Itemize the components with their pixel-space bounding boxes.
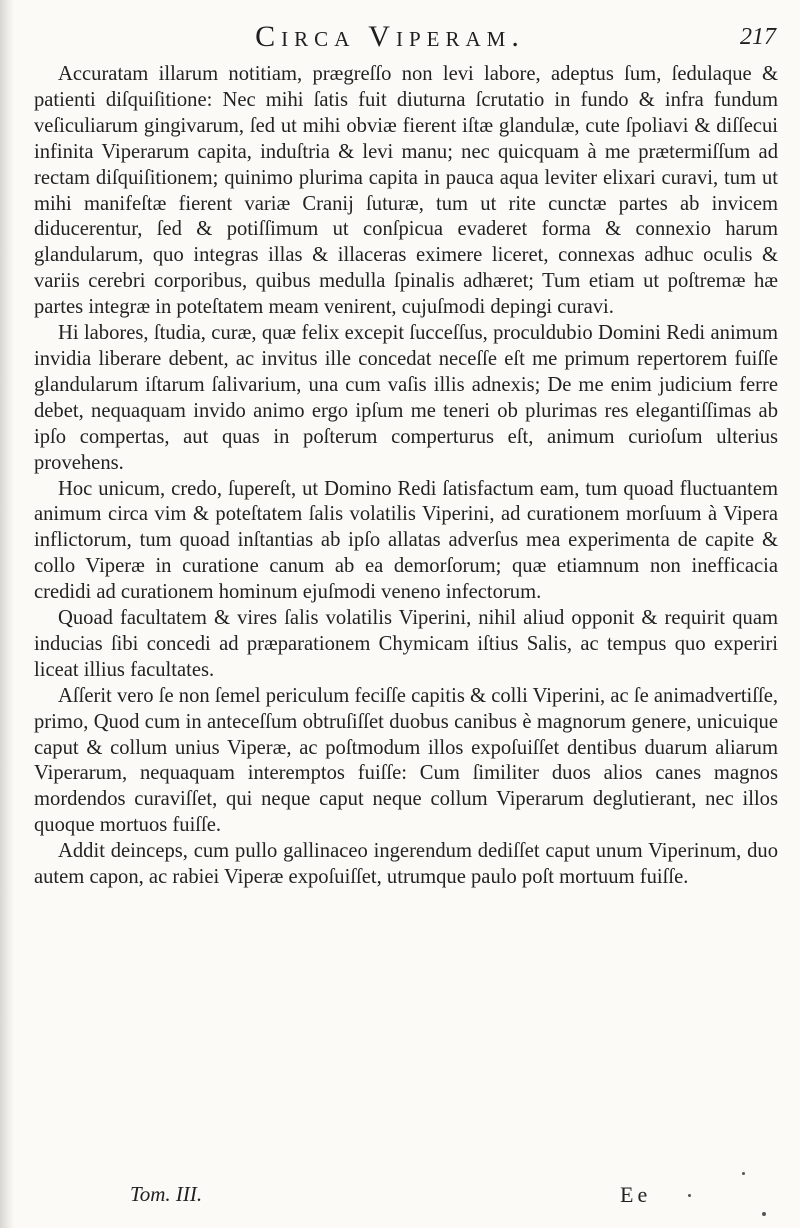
paper-speck (762, 1212, 766, 1216)
paragraph-5: Aſſerit vero ſe non ſemel periculum feciſſe capitis & colli Viperini, ac ſe animadvertiſſe, primo, Quod cum in anteceſſum obtruſiſſet duobus canibus è magnorum genere, unicuique caput & collum unius Viperæ, ac poſtmodum illos expoſuiſſet dentibus duarum aliarum Viperarum, nequaquam interemptos fuiſſe: Cum ſimiliter duos alios canes magnos mordendos curaviſſet, qui neque caput neque collum Viperarum deglutierant, nec illos quoque mortuos fuiſſe. (34, 684, 778, 837)
body-text (34, 62, 778, 891)
signature-mark: Ee (620, 1182, 652, 1207)
paragraph-3: Hoc unicum, credo, ſupereſt, ut Domino Redi ſatisfactum eam, tum quoad fluctuantem animum circa vim & poteſtatem ſalis volatilis Viperini, ad curationem morſuum à Vipera inflictorum, tum quoad inſtantias ab ipſo allatas adverſus mea experimenta de capite & collo Viperæ in curatione canum ab ea demorſorum; quæ etiamnum non inefficacia credidi ad curationem hominum ejuſmodi veneno infectorum. (34, 477, 778, 604)
page-number: 217 (740, 24, 776, 50)
paragraph-4: Quoad facultatem & vires ſalis volatilis Viperini, nihil aliud opponit & requirit quam inducias ſibi concedi ad præparationem Chymicam iſtius Salis, ac tempus quo experiri liceat illius facultates. (34, 607, 778, 681)
paper-speck (742, 1172, 745, 1175)
running-head (0, 0, 800, 62)
running-title: Circa Viperam. (255, 20, 525, 53)
volume-mark: Tom. III. (130, 1182, 203, 1206)
paragraph-2: Hi labores, ſtudia, curæ, quæ felix excepit ſucceſſus, proculdubio Domini Redi animum invidia liberare debent, ac invitus ille concedat neceſſe eſt me primum repertorem fuiſſe glandularum iſtarum ſalivarium, una cum vaſis illis adnexis; De me enim judicium ferre debet, nequaquam invido animo ergo ipſum me teneri ob plurimas res elegantiſſimas ab ipſo compertas, aut quas in poſterum comperturus eſt, animum curioſum ulterius provehens. (34, 322, 778, 474)
page-footer (0, 1182, 800, 1216)
binding-gutter-shadow (0, 0, 14, 1228)
paragraph-6: Addit deinceps, cum pullo gallinaceo ingerendum dediſſet caput unum Viperinum, duo autem capon, ac rabiei Viperæ expoſuiſſet, utrumque paulo poſt mortuum fuiſſe. (34, 840, 778, 889)
paper-speck (688, 1194, 691, 1197)
paragraph-1: Accuratam illarum notitiam, prægreſſo non levi labore, adeptus ſum, ſedulaque & patienti diſquiſitione: Nec mihi ſatis fuit diuturna ſcrutatio in fundo & infra fundum veſiculiarum gingivarum, ſed ut mihi obviæ fierent iſtæ glandulæ, cute ſpoliavi & diſſecui infinita Viperarum capita, induſtria & levi manu; nec quicquam à me prætermiſſum ad rectam diſquiſitionem; quinimo plurima capita in pauca aqua leviter elixari curavi, tum ut mihi manifeſtæ fierent variæ Cranij ſuturæ, tum ut rite cunctæ partes ab invicem diducerentur, ſed & potiſſimum ut conſpicua evaderet forma & connexio harum glandularum, quo integras illas & illaceras eximere liceret, connexas adhuc oculis & variis cerebri corporibus, quibus medulla ſpinalis adhæret; Tum etiam ut poſtremæ hæ partes integræ in poteſtatem meam venirent, cujuſmodi depingi curavi. (34, 63, 778, 319)
